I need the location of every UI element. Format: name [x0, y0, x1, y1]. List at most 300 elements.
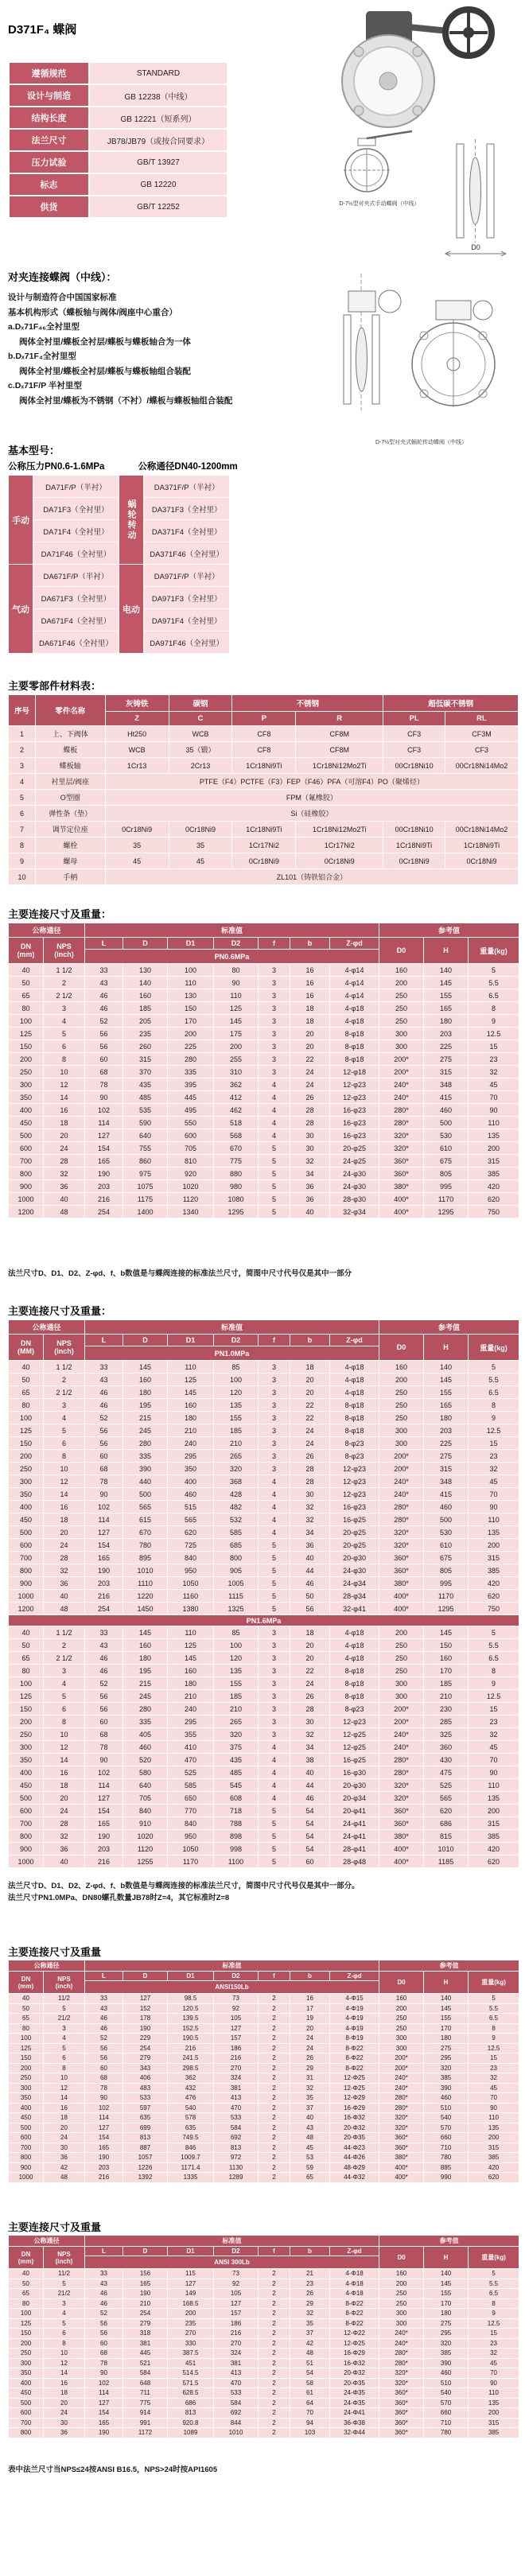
dim-cell: 320: [424, 2063, 469, 2073]
dim-cell: 200: [9, 1715, 44, 1728]
dim-cell: 185: [123, 1002, 168, 1015]
dim-cell: 20-Φ32: [330, 2368, 379, 2379]
dim-row: [9, 1015, 519, 1028]
column-header: f: [259, 938, 290, 950]
dim-cell: 360*: [379, 1155, 424, 1168]
dim-cell: 14: [44, 1488, 85, 1501]
dim-cell: 200*: [379, 1053, 424, 1066]
dim-cell: 485: [123, 1091, 168, 1104]
dim-cell: 2: [259, 2173, 290, 2183]
dim-cell: 380*: [379, 1577, 424, 1590]
dim-cell: 400*: [379, 1590, 424, 1603]
material-value: 1Cr17Ni2: [296, 837, 383, 853]
dim-cell: 23: [469, 2063, 519, 2073]
dim-cell: 4: [259, 1488, 290, 1501]
dim-cell: 975: [123, 1168, 168, 1180]
dim-cell: 470: [168, 1754, 214, 1766]
dim-cell: 1010: [123, 1564, 168, 1577]
dim-cell: 203: [424, 1028, 469, 1040]
dim-cell: 520: [123, 1754, 168, 1766]
dim-cell: 545: [214, 1779, 259, 1792]
dim-cell: 640: [123, 1129, 168, 1142]
dim-cell: 4: [259, 1792, 290, 1805]
column-header-line: (MM): [18, 1347, 34, 1355]
dim-cell: 102: [85, 2103, 123, 2113]
dim-cell: 20: [290, 1040, 330, 1053]
dim-cell: 210: [214, 1437, 259, 1450]
dim-cell: 165: [85, 2143, 123, 2153]
dim-cell: 154: [85, 2133, 123, 2143]
dim-cell: 495: [168, 1104, 214, 1117]
dim-cell: 435: [214, 1754, 259, 1766]
dim-cell: 1000: [9, 1193, 44, 1206]
dim-cell: 3: [259, 1399, 290, 1412]
worm-gear-valve-drawing: [320, 269, 507, 436]
dim-cell: 265: [214, 1450, 259, 1463]
dim-cell: 5: [469, 1994, 519, 2004]
dim-cell: 1050: [168, 1577, 214, 1590]
dim-cell: 3: [259, 1626, 290, 1639]
dim-cell: 165: [123, 2279, 168, 2289]
dim-cell: 16: [290, 964, 330, 977]
dim-cell: 998: [214, 1843, 259, 1855]
dim-row: [9, 1361, 519, 1373]
dim-cell: 12-Φ25: [330, 2073, 379, 2084]
dim-cell: 510: [424, 2378, 469, 2388]
dim-cell: 130: [168, 989, 214, 1002]
dim-cell: 525: [424, 1779, 469, 1792]
dim-cell: 30: [290, 1129, 330, 1142]
dim-cell: 28-φ34: [330, 1590, 379, 1603]
dim-cell: 8-Φ22: [330, 2298, 379, 2309]
dim-cell: 315: [469, 1817, 519, 1830]
dim-cell: 4-φ18: [330, 1626, 379, 1639]
dim-cell: 46: [85, 1386, 123, 1399]
dim-cell: 105: [214, 2014, 259, 2024]
spec-table: [8, 61, 228, 219]
material-no: 3: [9, 758, 36, 774]
dim-cell: 150: [9, 1437, 44, 1450]
dim-cell: 42: [44, 2162, 85, 2173]
dim-cell: 200: [469, 1142, 519, 1155]
dim-cell: 110: [168, 1626, 214, 1639]
dim-cell: 180: [424, 2034, 469, 2044]
dim-cell: 5: [44, 1028, 85, 1040]
dim-cell: 4: [44, 1015, 85, 1028]
column-header: D: [123, 1972, 168, 1981]
dim-cell: 70: [469, 1754, 519, 1766]
dim-cell: 8-Φ22: [330, 2063, 379, 2073]
dim-row: [9, 2162, 519, 2173]
dim-cell: 3: [259, 1715, 290, 1728]
dim-cell: 200*: [379, 1066, 424, 1078]
dim-cell: 4-φ18: [330, 1015, 379, 1028]
dim-cell: 80: [9, 2298, 44, 2309]
dim-row: [9, 2368, 519, 2379]
dim-cell: 686: [424, 1817, 469, 1830]
dim-cell: 254: [123, 2309, 168, 2319]
dim-cell: 390: [123, 1463, 168, 1475]
dim-cell: 335: [123, 1715, 168, 1728]
dim-cell: 92: [214, 2279, 259, 2289]
dim-cell: 40: [44, 1193, 85, 1206]
dim-cell: 3: [259, 1002, 290, 1015]
dim-cell: 102: [85, 2378, 123, 2388]
material-value: 35: [169, 837, 232, 853]
dim-cell: 12-Φ29: [330, 2093, 379, 2104]
dim-cell: 360*: [379, 2388, 424, 2399]
dim-cell: 250: [379, 1386, 424, 1399]
dim-row: [9, 1104, 519, 1117]
dim-cell: 90: [469, 1501, 519, 1513]
dim-cell: 500: [9, 2123, 44, 2133]
dim-cell: 250: [379, 1412, 424, 1424]
dim-cell: 200: [469, 1539, 519, 1552]
dim-cell: 900: [9, 1180, 44, 1193]
dim-cell: 362: [168, 2073, 214, 2084]
dim-cell: 335: [123, 1450, 168, 1463]
dim-cell: 343: [123, 2063, 168, 2073]
material-code-header: P: [232, 712, 296, 726]
dim-cell: 178: [123, 2014, 168, 2024]
dim-cell: 565: [168, 1513, 214, 1526]
dim-cell: 3: [259, 1703, 290, 1715]
dim-row: [9, 1703, 519, 1715]
dim-cell: 285: [424, 1715, 469, 1728]
intro-line: c.Dₓ71F/P 半衬里型: [8, 381, 82, 390]
dim-cell: 190: [123, 2289, 168, 2299]
dim-cell: 400: [168, 1475, 214, 1488]
dim-cell: 200: [9, 2338, 44, 2349]
dim-row: [9, 2003, 519, 2014]
dim-cell: 14: [44, 1754, 85, 1766]
dim-cell: 24: [44, 2408, 85, 2419]
column-header-line: (inch): [54, 950, 74, 958]
spec-row: [9, 196, 228, 218]
dim-cell: 1340: [168, 1206, 214, 1218]
dim-cell: 33: [85, 1361, 123, 1373]
dim-cell: 381: [214, 2358, 259, 2368]
dim-cell: 60: [85, 2063, 123, 2073]
column-header: Z-φd: [330, 2247, 379, 2256]
dim-cell: 20: [44, 1792, 85, 1805]
dim-cell: 1 1/2: [44, 1626, 85, 1639]
dim-cell: 215: [123, 1412, 168, 1424]
dim-cell: 40: [9, 1361, 44, 1373]
dim-cell: 2: [259, 2073, 290, 2084]
dim-cell: 241.5: [168, 2053, 214, 2064]
dim-cell: 102: [85, 1104, 123, 1117]
dim-cell: 265: [214, 1715, 259, 1728]
dim-cell: 521: [123, 2358, 168, 2368]
dim-cell: 43: [85, 977, 123, 989]
dim-cell: 12-φ18: [330, 1066, 379, 1078]
dim-cell: 180: [123, 1652, 168, 1665]
dim-row: [9, 1412, 519, 1424]
dim-cell: 320*: [379, 2368, 424, 2379]
dim-cell: 711: [123, 2388, 168, 2399]
dim-cell: 320*: [379, 1792, 424, 1805]
dim-cell: 3: [259, 1412, 290, 1424]
dim-cell: 6: [44, 2053, 85, 2064]
dim-row: [9, 1577, 519, 1590]
drawings-column: [320, 130, 520, 452]
dim-cell: 8-φ23: [330, 1450, 379, 1463]
dim-cell: 279: [123, 2318, 168, 2329]
dim-cell: 23: [469, 1450, 519, 1463]
dim-cell: 154: [85, 1805, 123, 1817]
dim-cell: 533: [123, 2093, 168, 2104]
dim-cell: 800: [214, 1552, 259, 1564]
dim-cell: 28: [44, 1552, 85, 1564]
dim-cell: 110: [168, 977, 214, 989]
column-group-header: 标准值: [85, 1320, 379, 1335]
dim-cell: 2: [259, 2358, 290, 2368]
dim-cell: 400*: [379, 1603, 424, 1615]
dim-row: [9, 1690, 519, 1703]
dim-cell: 33: [85, 1994, 123, 2004]
spec-value: GB/T 13927: [89, 151, 228, 173]
model-code: DA371F46（全衬里）: [144, 542, 230, 565]
material-value: 1Cr18Ni9Ti: [445, 837, 519, 853]
dim-cell: 48: [290, 2133, 330, 2143]
dim-cell: 32: [469, 2073, 519, 2084]
material-no: 1: [9, 726, 36, 742]
dim-cell: 844: [214, 2418, 259, 2428]
model-row: [9, 565, 230, 587]
dim-cell: 1200: [9, 1603, 44, 1615]
dim-cell: 15: [469, 1437, 519, 1450]
dim-cell: 1010: [214, 2428, 259, 2438]
dim-cell: 315: [123, 1053, 168, 1066]
dim-cell: 26: [290, 1091, 330, 1104]
dim-cell: 788: [214, 1817, 259, 1830]
dim-cell: 360*: [379, 1564, 424, 1577]
dim-cell: 565: [123, 1501, 168, 1513]
dim-cell: 450: [9, 1513, 44, 1526]
dim-row: [9, 2103, 519, 2113]
dim-cell: 1120: [123, 1843, 168, 1855]
dim-cell: 315: [424, 1066, 469, 1078]
dim-cell: 160: [123, 1639, 168, 1652]
dim-cell: 300: [9, 2083, 44, 2093]
dim-cell: 145: [424, 2003, 469, 2014]
dim-cell: 145: [214, 1015, 259, 1028]
dim-cell: 250: [379, 2023, 424, 2034]
dim-cell: 32: [290, 2083, 330, 2093]
dim-cell: 125: [214, 1002, 259, 1015]
dim-cell: 300: [379, 2043, 424, 2053]
dim-cell: 610: [424, 1142, 469, 1155]
material-span-value: Si（硅橡胶）: [105, 806, 518, 822]
material-row: [9, 742, 519, 758]
dim-cell: 5: [259, 1830, 290, 1843]
column-header: f: [259, 2247, 290, 2256]
dim-cell: 135: [214, 1665, 259, 1677]
model-code: DA371F3（全衬里）: [144, 498, 230, 520]
dim-row: [9, 989, 519, 1002]
dim-cell: 78: [85, 1475, 123, 1488]
dim-cell: 1450: [123, 1603, 168, 1615]
dim-row: [9, 1805, 519, 1817]
dim-cell: 23: [290, 2279, 330, 2289]
dim-cell: 660: [424, 2133, 469, 2143]
dim-cell: 33: [85, 964, 123, 977]
dim-cell: 4-φ14: [330, 989, 379, 1002]
dim-cell: 1 1/2: [44, 964, 85, 977]
dim-cell: 300: [379, 2318, 424, 2329]
column-header: D2: [214, 1335, 259, 1346]
dim-cell: 22: [290, 1053, 330, 1066]
dim-cell: 70: [469, 2093, 519, 2104]
column-group-header: 参考值: [379, 2236, 519, 2247]
dim-cell: 348: [424, 1475, 469, 1488]
dim-cell: 80: [9, 2023, 44, 2034]
dim-cell: 2: [259, 2368, 290, 2379]
dim-cell: 600: [9, 1142, 44, 1155]
dim-cell: 80: [9, 1665, 44, 1677]
dim-cell: 8-Φ22: [330, 2318, 379, 2329]
dim-cell: 46: [85, 989, 123, 1002]
dim-cell: 110: [214, 989, 259, 1002]
basic-models-table: [8, 475, 230, 654]
dim-cell: 533: [214, 2388, 259, 2399]
dim-cell: 200: [9, 1450, 44, 1463]
dim-cell: 45: [290, 2143, 330, 2153]
part-name: 弹性条（垫）: [35, 806, 105, 822]
pressure-band: PN1.0MPa: [85, 1346, 379, 1361]
dim-cell: 380*: [379, 1180, 424, 1193]
dim-row: [9, 2043, 519, 2053]
dim-cell: 20: [44, 2123, 85, 2133]
dim-cell: 190: [123, 2023, 168, 2034]
dim-cell: 32: [469, 1728, 519, 1741]
dim-cell: 60: [290, 1855, 330, 1868]
dim-cell: 725: [168, 1539, 214, 1552]
dim-cell: 500: [9, 1792, 44, 1805]
dim-cell: 270: [214, 2338, 259, 2349]
dim-cell: 4-φ18: [330, 1386, 379, 1399]
dim-row: [9, 1830, 519, 1843]
dim-cell: 210: [168, 1690, 214, 1703]
dim-cell: 23: [469, 1053, 519, 1066]
dim-cell: 270: [214, 2063, 259, 2073]
dim-cell: 100: [168, 964, 214, 977]
dim-cell: 24-φ25: [330, 1155, 379, 1168]
dim-cell: 45: [469, 2358, 519, 2368]
dim-cell: 90: [469, 2103, 519, 2113]
dim-cell: 190: [85, 1564, 123, 1577]
dim-cell: 20: [290, 1386, 330, 1399]
actuator-group-label: 蜗轮转动: [119, 476, 144, 565]
dim-cell: 2 1/2: [44, 989, 85, 1002]
dim-cell: 8-φ18: [330, 1399, 379, 1412]
dim-cell: 24: [290, 1066, 330, 1078]
dim-cell: 190.5: [168, 2034, 214, 2044]
dim-cell: 16-φ23: [330, 1501, 379, 1513]
dim-cell: 1075: [123, 1180, 168, 1193]
dim-cell: 28-φ41: [330, 1843, 379, 1855]
dim-cell: 275: [424, 2318, 469, 2329]
dim-cell: 780: [424, 2153, 469, 2163]
column-header: H: [424, 2247, 469, 2269]
dim-cell: 73: [214, 2269, 259, 2279]
column-group-header: 参考值: [379, 1320, 519, 1335]
dim-cell: 32: [469, 2349, 519, 2359]
dim-cell: 12: [44, 1475, 85, 1488]
dim-cell: 52: [85, 1015, 123, 1028]
dim-cell: 280*: [379, 2358, 424, 2368]
dim-cell: 4-Φ18: [330, 2279, 379, 2289]
dim-row: [9, 1040, 519, 1053]
material-value: 0Cr18Ni9: [296, 853, 383, 869]
model-code: DA71F/P（半衬）: [33, 476, 119, 498]
column-header: b: [290, 1335, 330, 1346]
dim-cell: 240: [168, 1703, 214, 1715]
dim-cell: 3: [259, 964, 290, 977]
dim-cell: 127: [85, 1526, 123, 1539]
dim-row: [9, 2123, 519, 2133]
dim-row: [9, 1450, 519, 1463]
dim-row: [9, 1715, 519, 1728]
dim-cell: 12: [44, 2358, 85, 2368]
dim-cell: 51: [290, 2358, 330, 2368]
dim-cell: 387.5: [168, 2349, 214, 2359]
dim-cell: 200: [379, 1373, 424, 1386]
actuator-group-label: 气动: [9, 565, 33, 654]
dim-cell: 280*: [379, 1117, 424, 1129]
dim-cell: 395: [168, 1078, 214, 1091]
dim-cell: 135: [469, 1526, 519, 1539]
dim-cell: 2: [259, 2289, 290, 2299]
dim-cell: 110: [168, 1361, 214, 1373]
dim-cell: 1295: [214, 1206, 259, 1218]
part-name: 蝶板: [35, 742, 105, 758]
part-name: O型圈: [35, 790, 105, 806]
column-header: D0: [379, 1335, 424, 1361]
dim-cell: 68: [85, 2073, 123, 2084]
dim-group-row: [9, 1960, 519, 1972]
dim-cell: 100: [9, 1412, 44, 1424]
dim-cell: 90: [85, 1754, 123, 1766]
dim-row: [9, 2143, 519, 2153]
dim-cell: 12: [44, 1078, 85, 1091]
dim-cell: 20: [290, 1639, 330, 1652]
dim-row: [9, 1741, 519, 1754]
dim-cell: 56: [85, 2043, 123, 2053]
dim-row: [9, 1091, 519, 1104]
dim-cell: 28: [290, 1117, 330, 1129]
material-group-header: 碳钢: [169, 695, 232, 712]
material-row: [9, 853, 519, 869]
dim-cell: 240*: [379, 1741, 424, 1754]
dim-cell: 20: [290, 1373, 330, 1386]
dim-cell: 360*: [379, 2428, 424, 2438]
dim-cell: 300: [379, 1424, 424, 1437]
material-value: 00Cr18Ni14Mo2: [445, 822, 519, 837]
dim-cell: 24: [290, 2043, 330, 2053]
dim-cell: 28: [290, 1475, 330, 1488]
intro-line: 阀体全衬里/蝶板全衬层/蝶板与蝶板轴合为一体: [19, 336, 191, 347]
dim-cell: 2: [259, 2113, 290, 2123]
model-code: DA71F3（全衬里）: [33, 498, 119, 520]
dim-row: [9, 2014, 519, 2024]
material-value: CF3M: [445, 726, 519, 742]
dim-cell: 500: [424, 1513, 469, 1526]
material-value: 0Cr18Ni9: [383, 853, 445, 869]
dim-cell: 10: [44, 1463, 85, 1475]
dim-cell: 2: [259, 2063, 290, 2073]
